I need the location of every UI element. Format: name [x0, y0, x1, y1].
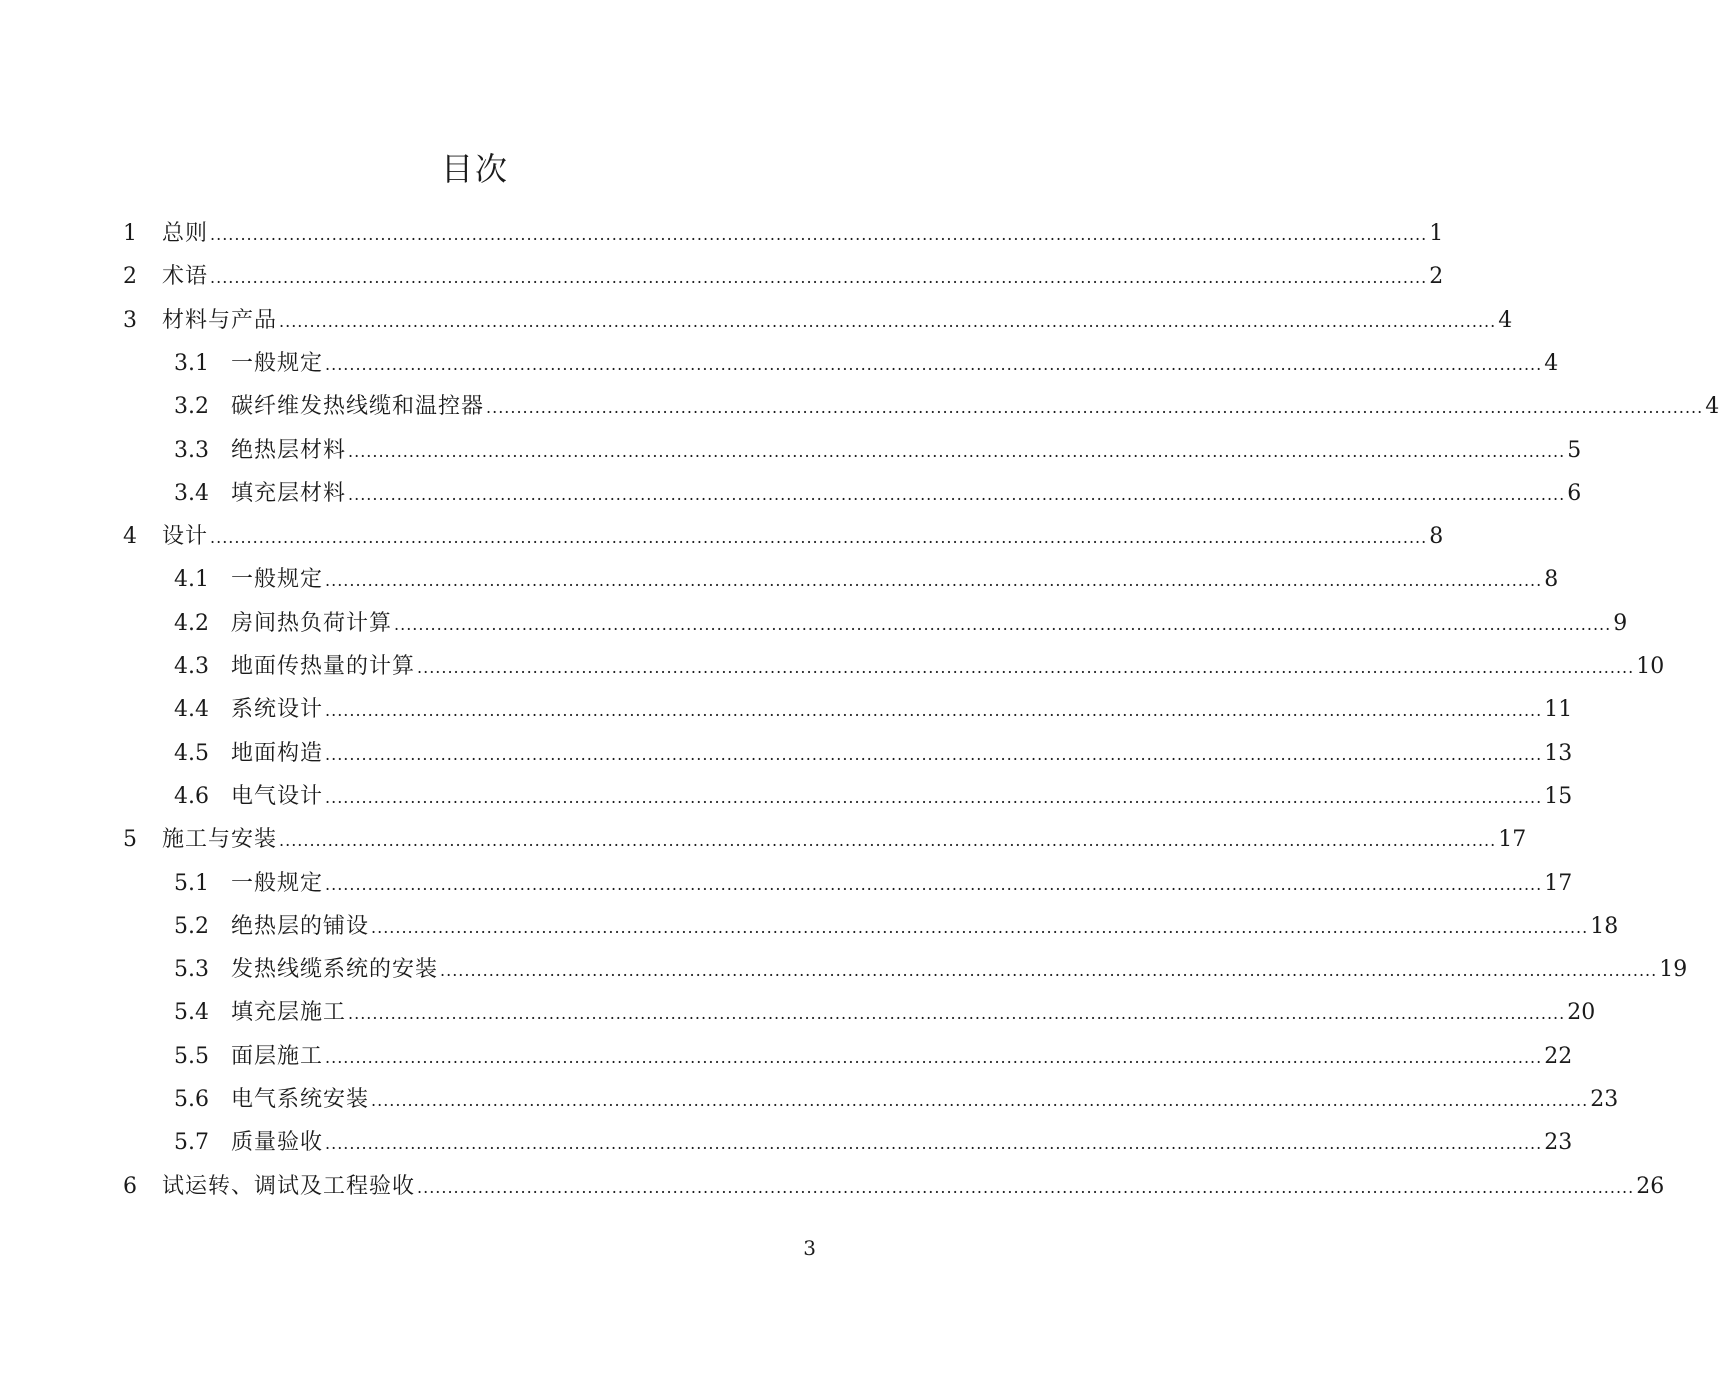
- toc-entry-page: 4: [1498, 307, 1513, 333]
- toc-dot-leader: ........................................................................................................................................................................................................: [348, 441, 1566, 461]
- toc-entry[interactable]: [0, 1121, 1573, 1164]
- toc-entry-title: 一般规定: [231, 350, 324, 376]
- toc-entry[interactable]: [0, 1165, 1665, 1208]
- toc-entry-number: 3.3: [174, 437, 209, 463]
- toc-entry-title: 面层施工: [231, 1043, 324, 1069]
- toc-entry-number: 3.2: [174, 394, 209, 420]
- toc-entry-page: 11: [1544, 697, 1573, 723]
- toc-entry[interactable]: [0, 212, 1444, 255]
- toc-entry-page: 17: [1498, 827, 1527, 853]
- toc-entry-number: 5: [123, 827, 137, 853]
- toc-entry-number: 4.4: [174, 697, 209, 723]
- page-number: 3: [803, 1236, 816, 1260]
- toc-dot-leader: ........................................................................................................................................................................................................: [325, 874, 1543, 894]
- toc-entry-title: 电气设计: [231, 783, 324, 809]
- toc-dot-leader: ........................................................................................................................................................................................................: [486, 398, 1704, 418]
- toc-entry-title: 施工与安装: [162, 827, 278, 853]
- toc-entry-page: 20: [1567, 1000, 1596, 1026]
- toc-entry-page: 4: [1705, 394, 1719, 420]
- toc-entry-number: 5.3: [174, 957, 209, 983]
- toc-entry[interactable]: [0, 515, 1444, 558]
- toc-entry[interactable]: [0, 862, 1573, 905]
- toc-entry-title: 填充层材料: [231, 480, 347, 506]
- toc-entry-title: 填充层施工: [231, 1000, 347, 1026]
- toc-entry-page: 6: [1567, 480, 1582, 506]
- toc-entry[interactable]: [0, 558, 1559, 601]
- toc-dot-leader: ........................................................................................................................................................................................................: [325, 571, 1543, 591]
- toc-entry-page: 8: [1429, 524, 1444, 550]
- toc-dot-leader: ........................................................................................................................................................................................................: [210, 225, 1428, 244]
- toc-entry-number: 4.5: [174, 740, 209, 766]
- toc-entry-title: 碳纤维发热线缆和温控器: [231, 394, 485, 420]
- toc-entry[interactable]: [0, 472, 1582, 515]
- toc-dot-leader: ........................................................................................................................................................................................................: [279, 311, 1497, 331]
- toc-entry-number: 5.6: [174, 1087, 209, 1112]
- toc-entry[interactable]: [0, 1035, 1573, 1078]
- toc-entry-number: 2: [123, 264, 137, 290]
- toc-entry-title: 电气系统安装: [231, 1087, 370, 1112]
- toc-entry-title: 术语: [162, 264, 209, 290]
- toc-entry-title: 材料与产品: [162, 307, 278, 333]
- toc-entry[interactable]: [0, 818, 1527, 861]
- toc-dot-leader: ........................................................................................................................................................................................................: [348, 484, 1566, 504]
- toc-entry-page: 9: [1613, 610, 1628, 636]
- toc-entry-number: 4: [123, 524, 137, 550]
- toc-entry-title: 试运转、调试及工程验收: [162, 1173, 416, 1199]
- toc-entry-title: 质量验收: [231, 1130, 324, 1156]
- toc-entry-number: 6: [123, 1173, 137, 1199]
- toc-entry[interactable]: [0, 688, 1573, 731]
- toc-entry[interactable]: [0, 342, 1559, 385]
- toc-entry-title: 绝热层的铺设: [231, 913, 370, 939]
- toc-dot-leader: ........................................................................................................................................................................................................: [325, 1047, 1543, 1067]
- toc-dot-leader: ........................................................................................................................................................................................................: [325, 1134, 1543, 1154]
- toc-entry-page: 26: [1636, 1173, 1665, 1199]
- toc-entry-number: 5.5: [174, 1043, 209, 1069]
- toc-dot-leader: ........................................................................................................................................................................................................: [371, 1091, 1589, 1110]
- toc-entry-title: 一般规定: [231, 870, 324, 896]
- toc-entry-page: 22: [1544, 1043, 1573, 1069]
- toc-entry-page: 1: [1429, 221, 1444, 246]
- toc-entry[interactable]: [0, 732, 1573, 775]
- toc-entry-number: 1: [123, 221, 137, 246]
- page-title: 目次: [440, 150, 509, 188]
- toc-entry-title: 地面构造: [231, 740, 324, 766]
- toc-entry[interactable]: [0, 385, 1719, 428]
- toc-entry-page: 15: [1544, 783, 1573, 809]
- toc-entry[interactable]: [0, 602, 1628, 645]
- toc-entry-number: 5.2: [174, 913, 209, 939]
- toc-entry-number: 3: [123, 307, 137, 333]
- toc-entry[interactable]: [0, 255, 1444, 298]
- toc-dot-leader: ........................................................................................................................................................................................................: [210, 528, 1428, 548]
- toc-entry-page: 2: [1429, 264, 1444, 290]
- toc-dot-leader: ........................................................................................................................................................................................................: [348, 1004, 1566, 1024]
- toc-entry-number: 5.4: [174, 1000, 209, 1026]
- toc-entry-number: 3.1: [174, 350, 209, 376]
- toc-entry[interactable]: [0, 299, 1513, 342]
- toc-entry-number: 5.7: [174, 1130, 209, 1156]
- toc-entry-page: 5: [1567, 437, 1582, 463]
- toc-dot-leader: ........................................................................................................................................................................................................: [417, 658, 1635, 677]
- toc-dot-leader: ........................................................................................................................................................................................................: [417, 1177, 1635, 1197]
- toc-entry[interactable]: [0, 905, 1619, 948]
- toc-dot-leader: ........................................................................................................................................................................................................: [325, 787, 1543, 807]
- toc-entry-page: 10: [1636, 654, 1665, 679]
- toc-entry-page: 4: [1544, 350, 1559, 376]
- toc-entry[interactable]: [0, 991, 1596, 1034]
- toc-entry-number: 3.4: [174, 480, 209, 506]
- toc-entry-page: 23: [1544, 1130, 1573, 1156]
- toc-entry-title: 一般规定: [231, 567, 324, 593]
- toc-entry-number: 4.2: [174, 610, 209, 636]
- toc-entry[interactable]: [0, 429, 1582, 472]
- toc-entry-title: 地面传热量的计算: [231, 654, 416, 679]
- toc-dot-leader: ........................................................................................................................................................................................................: [440, 961, 1658, 981]
- toc-entry-page: 19: [1659, 957, 1688, 983]
- toc-entry[interactable]: [0, 948, 1688, 991]
- toc-entry-title: 总则: [162, 221, 209, 246]
- toc-dot-leader: ........................................................................................................................................................................................................: [371, 917, 1589, 937]
- toc-dot-leader: ........................................................................................................................................................................................................: [325, 354, 1543, 374]
- toc-entry[interactable]: [0, 775, 1573, 818]
- toc-entry-page: 17: [1544, 870, 1573, 896]
- toc-dot-leader: ........................................................................................................................................................................................................: [210, 268, 1428, 288]
- toc-dot-leader: ........................................................................................................................................................................................................: [279, 831, 1497, 851]
- toc-entry-number: 4.1: [174, 567, 209, 593]
- toc-entry-page: 18: [1590, 913, 1619, 939]
- toc-entry[interactable]: [0, 1078, 1619, 1121]
- toc-entry-title: 房间热负荷计算: [231, 610, 393, 636]
- toc-dot-leader: ........................................................................................................................................................................................................: [325, 701, 1543, 721]
- toc-entry-number: 4.6: [174, 783, 209, 809]
- toc-entry-title: 发热线缆系统的安装: [231, 957, 439, 983]
- toc-entry-number: 4.3: [174, 654, 209, 679]
- toc-dot-leader: ........................................................................................................................................................................................................: [325, 744, 1543, 764]
- toc-entry-title: 绝热层材料: [231, 437, 347, 463]
- toc-entry-page: 8: [1544, 567, 1559, 593]
- toc-entry[interactable]: [0, 645, 1665, 688]
- toc-entry-title: 系统设计: [231, 697, 324, 723]
- toc-dot-leader: ........................................................................................................................................................................................................: [394, 614, 1612, 634]
- toc-entry-title: 设计: [162, 524, 209, 550]
- toc-entry-page: 13: [1544, 740, 1573, 766]
- toc-entry-number: 5.1: [174, 870, 209, 896]
- toc-entry-page: 23: [1590, 1087, 1619, 1112]
